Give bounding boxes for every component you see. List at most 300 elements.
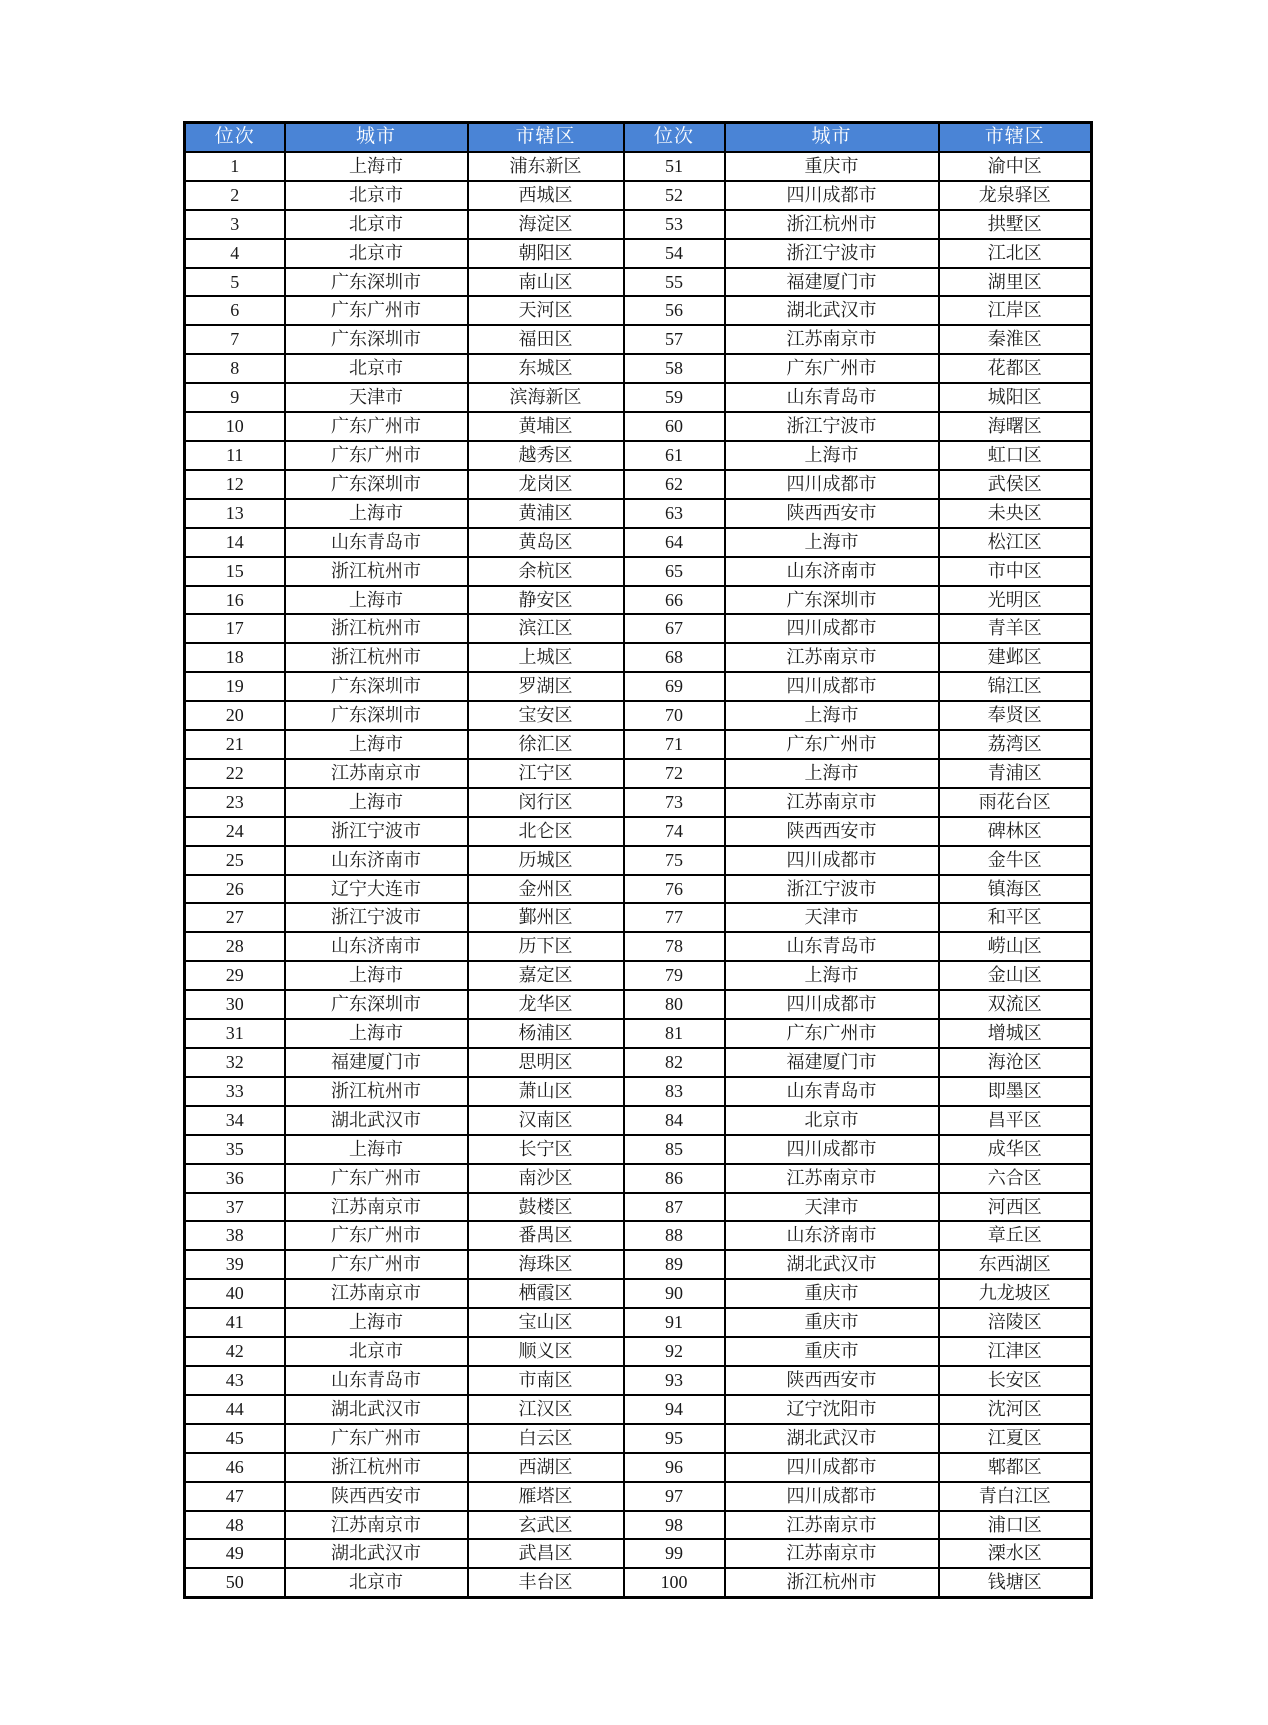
rank-cell: 60 — [624, 412, 725, 441]
rank-cell: 3 — [185, 210, 285, 239]
rank-cell: 84 — [624, 1106, 725, 1135]
rank-cell: 5 — [185, 268, 285, 297]
city-district-ranking-table — [183, 121, 1093, 1599]
city-cell: 山东青岛市 — [285, 1366, 468, 1395]
table-row — [185, 441, 1092, 470]
district-cell: 建邺区 — [939, 643, 1092, 672]
city-cell: 重庆市 — [725, 1308, 939, 1337]
city-cell: 广东深圳市 — [285, 268, 468, 297]
city-cell: 重庆市 — [725, 152, 939, 181]
table-row — [185, 239, 1092, 268]
city-cell: 江苏南京市 — [725, 1164, 939, 1193]
city-cell: 浙江宁波市 — [725, 875, 939, 904]
table-row — [185, 875, 1092, 904]
district-cell: 鼓楼区 — [468, 1193, 624, 1222]
table-row — [185, 1308, 1092, 1337]
city-cell: 广东广州市 — [285, 1164, 468, 1193]
district-cell: 黄埔区 — [468, 412, 624, 441]
table-row — [185, 1019, 1092, 1048]
district-cell: 历城区 — [468, 846, 624, 875]
city-cell: 广东深圳市 — [285, 701, 468, 730]
rank-cell: 37 — [185, 1193, 285, 1222]
city-cell: 上海市 — [285, 499, 468, 528]
rank-cell: 77 — [624, 903, 725, 932]
city-cell: 广东广州市 — [285, 296, 468, 325]
city-cell: 浙江宁波市 — [725, 412, 939, 441]
district-cell: 郫都区 — [939, 1453, 1092, 1482]
table-row — [185, 586, 1092, 615]
district-cell: 湖里区 — [939, 268, 1092, 297]
district-cell: 思明区 — [468, 1048, 624, 1077]
rank-cell: 78 — [624, 932, 725, 961]
rank-cell: 9 — [185, 383, 285, 412]
table-row — [185, 1482, 1092, 1511]
city-cell: 广东深圳市 — [285, 470, 468, 499]
city-cell: 四川成都市 — [725, 990, 939, 1019]
rank-cell: 28 — [185, 932, 285, 961]
city-cell: 浙江杭州市 — [285, 1453, 468, 1482]
district-cell: 朝阳区 — [468, 239, 624, 268]
city-cell: 上海市 — [285, 152, 468, 181]
district-cell: 六合区 — [939, 1164, 1092, 1193]
city-cell: 四川成都市 — [725, 672, 939, 701]
district-cell: 滨海新区 — [468, 383, 624, 412]
district-cell: 福田区 — [468, 325, 624, 354]
district-cell: 成华区 — [939, 1135, 1092, 1164]
city-cell: 北京市 — [285, 239, 468, 268]
city-cell: 上海市 — [285, 788, 468, 817]
table-row — [185, 614, 1092, 643]
district-cell: 城阳区 — [939, 383, 1092, 412]
header-district-left: 市辖区 — [468, 123, 624, 152]
rank-cell: 34 — [185, 1106, 285, 1135]
city-cell: 江苏南京市 — [725, 643, 939, 672]
city-cell: 福建厦门市 — [285, 1048, 468, 1077]
district-cell: 萧山区 — [468, 1077, 624, 1106]
city-cell: 湖北武汉市 — [285, 1106, 468, 1135]
rank-cell: 29 — [185, 961, 285, 990]
city-cell: 上海市 — [285, 1308, 468, 1337]
table-row — [185, 730, 1092, 759]
city-cell: 北京市 — [285, 1337, 468, 1366]
rank-cell: 46 — [185, 1453, 285, 1482]
table-row — [185, 643, 1092, 672]
rank-cell: 65 — [624, 557, 725, 586]
district-cell: 罗湖区 — [468, 672, 624, 701]
city-cell: 浙江杭州市 — [285, 614, 468, 643]
rank-cell: 80 — [624, 990, 725, 1019]
table-row — [185, 1106, 1092, 1135]
city-cell: 辽宁大连市 — [285, 875, 468, 904]
rank-cell: 22 — [185, 759, 285, 788]
table-row — [185, 296, 1092, 325]
district-cell: 江汉区 — [468, 1395, 624, 1424]
rank-cell: 87 — [624, 1193, 725, 1222]
rank-cell: 21 — [185, 730, 285, 759]
city-cell: 北京市 — [725, 1106, 939, 1135]
city-cell: 江苏南京市 — [725, 1539, 939, 1568]
district-cell: 市中区 — [939, 557, 1092, 586]
city-cell: 湖北武汉市 — [285, 1395, 468, 1424]
city-cell: 浙江杭州市 — [285, 557, 468, 586]
city-cell: 广东深圳市 — [285, 672, 468, 701]
district-cell: 武昌区 — [468, 1539, 624, 1568]
district-cell: 虹口区 — [939, 441, 1092, 470]
rank-cell: 58 — [624, 354, 725, 383]
rank-cell: 45 — [185, 1424, 285, 1453]
table-row — [185, 1366, 1092, 1395]
district-cell: 浦口区 — [939, 1511, 1092, 1540]
city-cell: 四川成都市 — [725, 1482, 939, 1511]
rank-cell: 88 — [624, 1221, 725, 1250]
table-row — [185, 499, 1092, 528]
rank-cell: 6 — [185, 296, 285, 325]
rank-cell: 95 — [624, 1424, 725, 1453]
rank-cell: 56 — [624, 296, 725, 325]
city-cell: 山东济南市 — [725, 557, 939, 586]
district-cell: 白云区 — [468, 1424, 624, 1453]
rank-cell: 19 — [185, 672, 285, 701]
table-row — [185, 354, 1092, 383]
city-cell: 广东广州市 — [285, 1250, 468, 1279]
rank-cell: 36 — [185, 1164, 285, 1193]
district-cell: 镇海区 — [939, 875, 1092, 904]
rank-cell: 52 — [624, 181, 725, 210]
rank-cell: 83 — [624, 1077, 725, 1106]
rank-cell: 74 — [624, 817, 725, 846]
table-row — [185, 412, 1092, 441]
district-cell: 静安区 — [468, 586, 624, 615]
rank-cell: 17 — [185, 614, 285, 643]
rank-cell: 1 — [185, 152, 285, 181]
district-cell: 嘉定区 — [468, 961, 624, 990]
table-row — [185, 1511, 1092, 1540]
district-cell: 余杭区 — [468, 557, 624, 586]
city-cell: 北京市 — [285, 354, 468, 383]
rank-cell: 31 — [185, 1019, 285, 1048]
city-cell: 湖北武汉市 — [285, 1539, 468, 1568]
rank-cell: 10 — [185, 412, 285, 441]
city-cell: 北京市 — [285, 181, 468, 210]
rank-cell: 13 — [185, 499, 285, 528]
city-cell: 广东广州市 — [285, 1424, 468, 1453]
rank-cell: 93 — [624, 1366, 725, 1395]
district-cell: 未央区 — [939, 499, 1092, 528]
table-row — [185, 268, 1092, 297]
rank-cell: 2 — [185, 181, 285, 210]
rank-cell: 54 — [624, 239, 725, 268]
city-cell: 上海市 — [725, 528, 939, 557]
district-cell: 闵行区 — [468, 788, 624, 817]
district-cell: 海珠区 — [468, 1250, 624, 1279]
city-cell: 浙江杭州市 — [285, 1077, 468, 1106]
rank-cell: 44 — [185, 1395, 285, 1424]
table-row — [185, 528, 1092, 557]
city-cell: 北京市 — [285, 1568, 468, 1597]
district-cell: 金山区 — [939, 961, 1092, 990]
rank-cell: 14 — [185, 528, 285, 557]
district-cell: 北仑区 — [468, 817, 624, 846]
table-row — [185, 990, 1092, 1019]
table-header — [185, 123, 1092, 152]
table-row — [185, 1135, 1092, 1164]
district-cell: 海曙区 — [939, 412, 1092, 441]
city-cell: 江苏南京市 — [285, 759, 468, 788]
rank-cell: 71 — [624, 730, 725, 759]
city-cell: 浙江杭州市 — [725, 1568, 939, 1597]
rank-cell: 81 — [624, 1019, 725, 1048]
table-body — [185, 152, 1092, 1598]
district-cell: 青浦区 — [939, 759, 1092, 788]
city-cell: 广东深圳市 — [285, 990, 468, 1019]
district-cell: 宝山区 — [468, 1308, 624, 1337]
rank-cell: 53 — [624, 210, 725, 239]
city-cell: 天津市 — [725, 1193, 939, 1222]
city-cell: 天津市 — [285, 383, 468, 412]
rank-cell: 96 — [624, 1453, 725, 1482]
rank-cell: 32 — [185, 1048, 285, 1077]
city-cell: 上海市 — [725, 759, 939, 788]
table-row — [185, 1453, 1092, 1482]
city-cell: 上海市 — [725, 701, 939, 730]
rank-cell: 18 — [185, 643, 285, 672]
district-cell: 海淀区 — [468, 210, 624, 239]
rank-cell: 39 — [185, 1250, 285, 1279]
district-cell: 即墨区 — [939, 1077, 1092, 1106]
rank-cell: 48 — [185, 1511, 285, 1540]
district-cell: 越秀区 — [468, 441, 624, 470]
district-cell: 雁塔区 — [468, 1482, 624, 1511]
rank-cell: 30 — [185, 990, 285, 1019]
district-cell: 青白江区 — [939, 1482, 1092, 1511]
city-cell: 江苏南京市 — [725, 1511, 939, 1540]
table-row — [185, 1424, 1092, 1453]
city-cell: 辽宁沈阳市 — [725, 1395, 939, 1424]
rank-cell: 75 — [624, 846, 725, 875]
city-cell: 陕西西安市 — [285, 1482, 468, 1511]
city-cell: 陕西西安市 — [725, 1366, 939, 1395]
rank-cell: 64 — [624, 528, 725, 557]
table-row — [185, 903, 1092, 932]
table-row — [185, 181, 1092, 210]
district-cell: 涪陵区 — [939, 1308, 1092, 1337]
city-cell: 上海市 — [725, 961, 939, 990]
rank-cell: 63 — [624, 499, 725, 528]
district-cell: 江北区 — [939, 239, 1092, 268]
city-cell: 江苏南京市 — [285, 1279, 468, 1308]
header-city-right: 城市 — [725, 123, 939, 152]
rank-cell: 79 — [624, 961, 725, 990]
district-cell: 九龙坡区 — [939, 1279, 1092, 1308]
table-row — [185, 557, 1092, 586]
rank-cell: 99 — [624, 1539, 725, 1568]
table-row — [185, 846, 1092, 875]
rank-cell: 25 — [185, 846, 285, 875]
rank-cell: 67 — [624, 614, 725, 643]
header-row — [185, 123, 1092, 152]
district-cell: 双流区 — [939, 990, 1092, 1019]
city-cell: 广东深圳市 — [725, 586, 939, 615]
table-row — [185, 1568, 1092, 1597]
rank-cell: 92 — [624, 1337, 725, 1366]
district-cell: 玄武区 — [468, 1511, 624, 1540]
district-cell: 青羊区 — [939, 614, 1092, 643]
district-cell: 章丘区 — [939, 1221, 1092, 1250]
city-cell: 湖北武汉市 — [725, 1424, 939, 1453]
district-cell: 金州区 — [468, 875, 624, 904]
district-cell: 昌平区 — [939, 1106, 1092, 1135]
district-cell: 武侯区 — [939, 470, 1092, 499]
district-cell: 奉贤区 — [939, 701, 1092, 730]
district-cell: 松江区 — [939, 528, 1092, 557]
city-cell: 上海市 — [285, 961, 468, 990]
district-cell: 荔湾区 — [939, 730, 1092, 759]
district-cell: 碑林区 — [939, 817, 1092, 846]
district-cell: 锦江区 — [939, 672, 1092, 701]
city-cell: 北京市 — [285, 210, 468, 239]
rank-cell: 94 — [624, 1395, 725, 1424]
rank-cell: 61 — [624, 441, 725, 470]
rank-cell: 97 — [624, 1482, 725, 1511]
district-cell: 海沧区 — [939, 1048, 1092, 1077]
city-cell: 广东广州市 — [725, 354, 939, 383]
district-cell: 渝中区 — [939, 152, 1092, 181]
rank-cell: 98 — [624, 1511, 725, 1540]
rank-cell: 55 — [624, 268, 725, 297]
rank-cell: 73 — [624, 788, 725, 817]
district-cell: 西湖区 — [468, 1453, 624, 1482]
rank-cell: 72 — [624, 759, 725, 788]
rank-cell: 23 — [185, 788, 285, 817]
district-cell: 杨浦区 — [468, 1019, 624, 1048]
table-row — [185, 932, 1092, 961]
city-cell: 重庆市 — [725, 1279, 939, 1308]
city-cell: 浙江宁波市 — [725, 239, 939, 268]
district-cell: 江岸区 — [939, 296, 1092, 325]
district-cell: 滨江区 — [468, 614, 624, 643]
district-cell: 长宁区 — [468, 1135, 624, 1164]
rank-cell: 85 — [624, 1135, 725, 1164]
rank-cell: 62 — [624, 470, 725, 499]
district-cell: 江夏区 — [939, 1424, 1092, 1453]
rank-cell: 33 — [185, 1077, 285, 1106]
rank-cell: 43 — [185, 1366, 285, 1395]
district-cell: 历下区 — [468, 932, 624, 961]
district-cell: 浦东新区 — [468, 152, 624, 181]
city-cell: 福建厦门市 — [725, 1048, 939, 1077]
city-cell: 浙江杭州市 — [285, 643, 468, 672]
table-row — [185, 759, 1092, 788]
rank-cell: 57 — [624, 325, 725, 354]
table-row — [185, 1539, 1092, 1568]
district-cell: 江宁区 — [468, 759, 624, 788]
rank-cell: 82 — [624, 1048, 725, 1077]
district-cell: 河西区 — [939, 1193, 1092, 1222]
district-cell: 番禺区 — [468, 1221, 624, 1250]
district-cell: 天河区 — [468, 296, 624, 325]
rank-cell: 90 — [624, 1279, 725, 1308]
district-cell: 沈河区 — [939, 1395, 1092, 1424]
city-cell: 上海市 — [285, 1135, 468, 1164]
table-row — [185, 1395, 1092, 1424]
table-row — [185, 788, 1092, 817]
city-cell: 山东济南市 — [285, 846, 468, 875]
district-cell: 花都区 — [939, 354, 1092, 383]
district-cell: 市南区 — [468, 1366, 624, 1395]
city-cell: 湖北武汉市 — [725, 296, 939, 325]
header-rank-left: 位次 — [185, 123, 285, 152]
table-row — [185, 1250, 1092, 1279]
district-cell: 和平区 — [939, 903, 1092, 932]
district-cell: 黄岛区 — [468, 528, 624, 557]
rank-cell: 76 — [624, 875, 725, 904]
rank-cell: 100 — [624, 1568, 725, 1597]
city-cell: 广东广州市 — [285, 441, 468, 470]
city-cell: 四川成都市 — [725, 846, 939, 875]
table-row — [185, 1221, 1092, 1250]
rank-cell: 27 — [185, 903, 285, 932]
district-cell: 钱塘区 — [939, 1568, 1092, 1597]
rank-cell: 47 — [185, 1482, 285, 1511]
district-cell: 光明区 — [939, 586, 1092, 615]
district-cell: 鄞州区 — [468, 903, 624, 932]
rank-cell: 8 — [185, 354, 285, 383]
district-cell: 龙岗区 — [468, 470, 624, 499]
rank-cell: 89 — [624, 1250, 725, 1279]
rank-cell: 38 — [185, 1221, 285, 1250]
rank-cell: 12 — [185, 470, 285, 499]
district-cell: 雨花台区 — [939, 788, 1092, 817]
rank-cell: 15 — [185, 557, 285, 586]
district-cell: 长安区 — [939, 1366, 1092, 1395]
header-rank-right: 位次 — [624, 123, 725, 152]
city-cell: 山东青岛市 — [725, 932, 939, 961]
table-row — [185, 817, 1092, 846]
rank-cell: 86 — [624, 1164, 725, 1193]
table-row — [185, 1077, 1092, 1106]
table-row — [185, 1193, 1092, 1222]
district-cell: 丰台区 — [468, 1568, 624, 1597]
city-cell: 四川成都市 — [725, 614, 939, 643]
table-row — [185, 210, 1092, 239]
city-cell: 江苏南京市 — [285, 1193, 468, 1222]
rank-cell: 26 — [185, 875, 285, 904]
city-cell: 陕西西安市 — [725, 817, 939, 846]
district-cell: 龙泉驿区 — [939, 181, 1092, 210]
district-cell: 栖霞区 — [468, 1279, 624, 1308]
table-row — [185, 470, 1092, 499]
district-cell: 西城区 — [468, 181, 624, 210]
rank-cell: 66 — [624, 586, 725, 615]
rank-cell: 11 — [185, 441, 285, 470]
rank-cell: 59 — [624, 383, 725, 412]
table-row — [185, 325, 1092, 354]
rank-cell: 91 — [624, 1308, 725, 1337]
district-cell: 溧水区 — [939, 1539, 1092, 1568]
city-cell: 上海市 — [285, 586, 468, 615]
table-row — [185, 961, 1092, 990]
district-cell: 宝安区 — [468, 701, 624, 730]
district-cell: 江津区 — [939, 1337, 1092, 1366]
city-cell: 广东深圳市 — [285, 325, 468, 354]
district-cell: 顺义区 — [468, 1337, 624, 1366]
district-cell: 汉南区 — [468, 1106, 624, 1135]
rank-cell: 68 — [624, 643, 725, 672]
city-cell: 上海市 — [285, 730, 468, 759]
district-cell: 秦淮区 — [939, 325, 1092, 354]
city-cell: 浙江宁波市 — [285, 903, 468, 932]
city-cell: 福建厦门市 — [725, 268, 939, 297]
